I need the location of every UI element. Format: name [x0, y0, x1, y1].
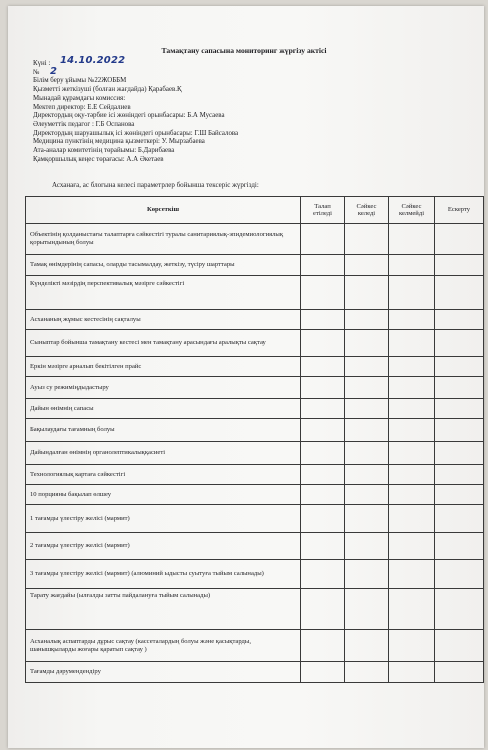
- criterion-cell: Асханалық аспаптарды дұрыс сақтау (кассеталардың болуы және қасықтарды, шанышқыларды жоғары қаратып сақтау ): [26, 630, 301, 662]
- noncompliant-cell[interactable]: [389, 419, 435, 442]
- criterion-cell: Сыныптар бойынша тамақтану кестесі мен тамақтану арасындағы аралықты сақтау: [26, 330, 301, 357]
- header-note: Ескерту: [435, 197, 484, 224]
- compliant-cell[interactable]: [345, 357, 389, 377]
- criterion-cell: 1 тағамды үлестіру желісі (мармит): [26, 505, 301, 533]
- noncompliant-cell[interactable]: [389, 442, 435, 465]
- note-cell[interactable]: [435, 310, 484, 330]
- noncompliant-cell[interactable]: [389, 485, 435, 505]
- table-row: [26, 255, 484, 276]
- table-row: [26, 485, 484, 505]
- date-label: Күні :: [33, 60, 51, 67]
- table-row: [26, 589, 484, 630]
- criterion-cell: Объектінің қолданыстағы талаптарға сәйкестігі туралы санитариялық-эпидемиологиялық қорытындының болуы: [26, 224, 301, 255]
- noncompliant-cell[interactable]: [389, 224, 435, 255]
- noncompliant-cell[interactable]: [389, 662, 435, 683]
- required-cell[interactable]: [301, 505, 345, 533]
- table-row: [26, 533, 484, 560]
- required-cell[interactable]: [301, 399, 345, 419]
- note-cell[interactable]: [435, 485, 484, 505]
- note-cell[interactable]: [435, 505, 484, 533]
- table-row: [26, 399, 484, 419]
- compliant-cell[interactable]: [345, 276, 389, 310]
- required-cell[interactable]: [301, 560, 345, 589]
- note-cell[interactable]: [435, 442, 484, 465]
- compliant-cell[interactable]: [345, 399, 389, 419]
- table-row: [26, 465, 484, 485]
- note-cell[interactable]: [435, 276, 484, 310]
- compliant-cell[interactable]: [345, 465, 389, 485]
- noncompliant-cell[interactable]: [389, 377, 435, 399]
- number-label: №: [33, 68, 40, 76]
- required-cell[interactable]: [301, 276, 345, 310]
- required-cell[interactable]: [301, 442, 345, 465]
- required-cell[interactable]: [301, 255, 345, 276]
- header-compliant: Сәйкес келеді: [345, 197, 389, 224]
- required-cell[interactable]: [301, 485, 345, 505]
- table-row: [26, 419, 484, 442]
- info-line: Директордың оқу-тәрбие ісі жөніндегі орынбасары: Б.А Мусаева: [33, 112, 225, 120]
- info-line: Білім беру ұйымы №22ЖОББМ: [33, 77, 127, 85]
- noncompliant-cell[interactable]: [389, 533, 435, 560]
- required-cell[interactable]: [301, 330, 345, 357]
- compliant-cell[interactable]: [345, 310, 389, 330]
- criterion-cell: Тарату жағдайы (ылғалды затты пайдалануға тыйым салынады): [26, 589, 301, 630]
- table-row: [26, 560, 484, 589]
- intro-text: Асханаға, ас блогына келесі параметрлер бойынша тексеріс жүргізді:: [52, 181, 259, 189]
- compliant-cell[interactable]: [345, 330, 389, 357]
- note-cell[interactable]: [435, 589, 484, 630]
- criterion-cell: Күнделікті мәзірдің перспективалық мәзірге сәйкестігі: [26, 276, 301, 310]
- table-row: [26, 630, 484, 662]
- required-cell[interactable]: [301, 419, 345, 442]
- note-cell[interactable]: [435, 330, 484, 357]
- note-cell[interactable]: [435, 560, 484, 589]
- noncompliant-cell[interactable]: [389, 630, 435, 662]
- info-line: Қамқоршылық кеңес төрағасы: А.А Әкетаев: [33, 155, 164, 163]
- table-row: [26, 224, 484, 255]
- handwritten-date: 14.10.2022: [60, 55, 126, 66]
- noncompliant-cell[interactable]: [389, 276, 435, 310]
- compliant-cell[interactable]: [345, 377, 389, 399]
- table-row: [26, 276, 484, 310]
- note-cell[interactable]: [435, 224, 484, 255]
- criterion-cell: Ауыз су режиміңдыдастыру: [26, 377, 301, 399]
- note-cell[interactable]: [435, 255, 484, 276]
- criterion-cell: 2 тағамды үлестіру желісі (мармит): [26, 533, 301, 560]
- noncompliant-cell[interactable]: [389, 465, 435, 485]
- criterion-cell: Дайын өнімнің сапасы: [26, 399, 301, 419]
- noncompliant-cell[interactable]: [389, 560, 435, 589]
- compliant-cell[interactable]: [345, 442, 389, 465]
- criterion-cell: Тағамды дәрумендендіру: [26, 662, 301, 683]
- compliant-cell[interactable]: [345, 255, 389, 276]
- noncompliant-cell[interactable]: [389, 505, 435, 533]
- compliant-cell[interactable]: [345, 505, 389, 533]
- info-line: Мектеп директор: Е.Е Сейдалиев: [33, 103, 131, 111]
- info-block: [33, 60, 453, 164]
- compliant-cell[interactable]: [345, 662, 389, 683]
- header-required: Талап етіледі: [301, 197, 345, 224]
- required-cell[interactable]: [301, 310, 345, 330]
- criterion-cell: Асхананың жұмыс кестесінің сақталуы: [26, 310, 301, 330]
- criterion-cell: 3 тағамды үлестіру желісі (мармит) (алюминий ыдысты суытуға тыйым салынады): [26, 560, 301, 589]
- table-row: [26, 442, 484, 465]
- info-line: Мынадай құрамдағы комиссия:: [33, 94, 126, 102]
- date-row: [33, 60, 453, 69]
- compliant-cell[interactable]: [345, 560, 389, 589]
- note-cell[interactable]: [435, 533, 484, 560]
- noncompliant-cell[interactable]: [389, 357, 435, 377]
- monitoring-table: [25, 196, 484, 683]
- table-row: [26, 377, 484, 399]
- criterion-cell: Бақылаудағы тағамның болуы: [26, 419, 301, 442]
- table-row: [26, 310, 484, 330]
- note-cell[interactable]: [435, 419, 484, 442]
- criterion-cell: 10 порцияны бақылап өлшеу: [26, 485, 301, 505]
- note-cell[interactable]: [435, 630, 484, 662]
- table-header-row: [26, 197, 484, 224]
- noncompliant-cell[interactable]: [389, 255, 435, 276]
- required-cell[interactable]: [301, 357, 345, 377]
- compliant-cell[interactable]: [345, 533, 389, 560]
- compliant-cell[interactable]: [345, 419, 389, 442]
- criterion-cell: Еркін мәзірге арналып бекітілген прайс: [26, 357, 301, 377]
- compliant-cell[interactable]: [345, 589, 389, 630]
- compliant-cell[interactable]: [345, 224, 389, 255]
- info-line: Қызметті жеткізуші (болған жағдайда) Қарабаев.Қ: [33, 86, 182, 94]
- criterion-cell: Дайындалған өнімнің органолептикалыққасиеті: [26, 442, 301, 465]
- table-row: [26, 505, 484, 533]
- table-row: [26, 330, 484, 357]
- info-line: Директордың шаруашылық ісі жөніндегі орынбасары: Г.Ш Байсалова: [33, 129, 239, 137]
- note-cell[interactable]: [435, 399, 484, 419]
- header-indicator: Көрсеткіш: [26, 197, 301, 224]
- compliant-cell[interactable]: [345, 630, 389, 662]
- required-cell[interactable]: [301, 465, 345, 485]
- handwritten-number: 2: [50, 66, 58, 77]
- document-title: Тамақтану сапасына мониторинг жүргізу актісі: [161, 46, 327, 55]
- noncompliant-cell[interactable]: [389, 310, 435, 330]
- required-cell[interactable]: [301, 533, 345, 560]
- note-cell[interactable]: [435, 377, 484, 399]
- noncompliant-cell[interactable]: [389, 399, 435, 419]
- required-cell[interactable]: [301, 662, 345, 683]
- noncompliant-cell[interactable]: [389, 330, 435, 357]
- note-cell[interactable]: [435, 465, 484, 485]
- info-line: Медицина пунктінің медицина қызметкері: У. Мырзабаева: [33, 138, 205, 146]
- noncompliant-cell[interactable]: [389, 589, 435, 630]
- criterion-cell: Технологиялық картаға сәйкестігі: [26, 465, 301, 485]
- required-cell[interactable]: [301, 630, 345, 662]
- note-cell[interactable]: [435, 357, 484, 377]
- required-cell[interactable]: [301, 224, 345, 255]
- number-row: [33, 69, 453, 78]
- criterion-cell: Тамақ өнімдерінің сапасы, оларды тасымалдау, жеткізу, түсіру шарттары: [26, 255, 301, 276]
- compliant-cell[interactable]: [345, 485, 389, 505]
- required-cell[interactable]: [301, 377, 345, 399]
- note-cell[interactable]: [435, 662, 484, 683]
- required-cell[interactable]: [301, 589, 345, 630]
- table-row: [26, 662, 484, 683]
- info-line: Ата-аналар комитетінің төрайымы: Б.Дарибаева: [33, 147, 175, 155]
- table-row: [26, 357, 484, 377]
- info-line: Әлеуметтік педагог : Г.Б Оспанова: [33, 120, 135, 128]
- header-noncompliant: Сәйкес келмейді: [389, 197, 435, 224]
